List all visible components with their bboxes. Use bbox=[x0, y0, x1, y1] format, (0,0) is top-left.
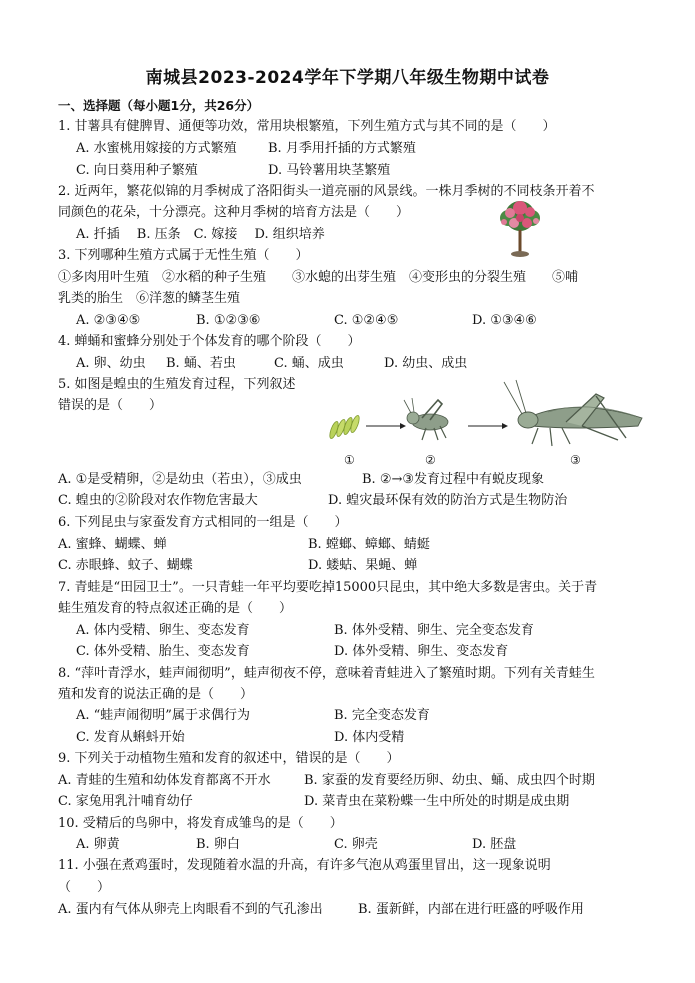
q1-option-b: B. 月季用扦插的方式繁殖 bbox=[268, 141, 416, 156]
q2-stem-line1: 2. 近两年，繁花似锦的月季树成了洛阳街头一道亮丽的风景线。一株月季树的不同枝条开着不 bbox=[58, 184, 595, 199]
fig-label-3: ③ bbox=[570, 453, 581, 467]
q1-option-c: C. 向日葵用种子繁殖 bbox=[76, 163, 198, 178]
q5-stem-line2: 错误的是（ ） bbox=[58, 398, 163, 413]
q4-stem: 4. 蝉蛹和蜜蜂分别处于个体发育的哪个阶段（ ） bbox=[58, 334, 361, 349]
locust-nymph-image bbox=[404, 398, 448, 440]
q5-option-b: B. ②→③发育过程中有蜕皮现象 bbox=[362, 472, 545, 487]
q6-option-d: D. 蝼蛄、果蝇、蝉 bbox=[308, 558, 418, 573]
q8-option-c: C. 发育从蝌蚪开始 bbox=[76, 730, 185, 745]
q1-option-d: D. 马铃薯用块茎繁殖 bbox=[268, 163, 391, 178]
q4-option-c: C. 蛹、成虫 bbox=[274, 356, 344, 371]
q4-option-d: D. 幼虫、成虫 bbox=[384, 356, 468, 371]
page-title: 南城县2023-2024学年下学期八年级生物期中试卷 bbox=[145, 68, 550, 88]
q3-option-c: C. ①②④⑤ bbox=[334, 313, 399, 328]
arrow-1 bbox=[366, 423, 406, 429]
locust-adult-image bbox=[504, 380, 642, 446]
q6-option-a: A. 蜜蜂、蝴蝶、蝉 bbox=[58, 537, 167, 552]
section-heading: 一、选择题（每小题1分，共26分） bbox=[58, 98, 260, 113]
q5-option-a: A. ①是受精卵，②是幼虫（若虫），③成虫 bbox=[58, 472, 302, 487]
q10-option-c: C. 卵壳 bbox=[334, 837, 378, 852]
q3-items-line1: ①多肉用叶生殖 ②水稻的种子生殖 ③水螅的出芽生殖 ④变形虫的分裂生殖 ⑤哺 bbox=[58, 270, 579, 285]
q6-option-b: B. 螳螂、蟑螂、蜻蜓 bbox=[308, 537, 430, 552]
q9-option-d: D. 菜青虫在菜粉蝶一生中所处的时期是成虫期 bbox=[304, 794, 570, 809]
rose-tree-base bbox=[511, 251, 529, 257]
rose-tree-trunk bbox=[519, 230, 522, 252]
q9-option-a: A. 青蛙的生殖和幼体发育都离不开水 bbox=[58, 773, 271, 788]
q3-stem: 3. 下列哪种生殖方式属于无性生殖（ ） bbox=[58, 248, 309, 263]
q6-option-c: C. 赤眼蜂、蚊子、蝴蝶 bbox=[58, 558, 193, 573]
q10-option-b: B. 卵白 bbox=[196, 837, 240, 852]
q3-option-a: A. ②③④⑤ bbox=[76, 313, 141, 328]
q1-option-a: A. 水蜜桃用嫁接的方式繁殖 bbox=[76, 141, 237, 156]
q5-option-c: C. 蝗虫的②阶段对农作物危害最大 bbox=[58, 493, 258, 508]
q9-option-c: C. 家兔用乳汁哺育幼仔 bbox=[58, 794, 193, 809]
q8-option-b: B. 完全变态发育 bbox=[334, 708, 430, 723]
fig-label-1: ① bbox=[344, 453, 355, 467]
locust-lifecycle-figure bbox=[326, 378, 652, 452]
q7-stem-line2: 蛙生殖发育的特点叙述正确的是（ ） bbox=[58, 601, 293, 616]
q10-stem: 10. 受精后的鸟卵中，将发育成雏鸟的是（ ） bbox=[58, 816, 343, 831]
q4-option-a: A. 卵、幼虫 bbox=[76, 356, 146, 371]
q11-option-a: A. 蛋内有气体从卵壳上肉眼看不到的气孔渗出 bbox=[58, 902, 323, 917]
q7-option-b: B. 体外受精、卵生、完全变态发育 bbox=[334, 623, 534, 638]
q5-option-d: D. 蝗灾最环保有效的防治方式是生物防治 bbox=[328, 493, 568, 508]
q8-stem-line2: 殖和发育的说法正确的是（ ） bbox=[58, 687, 254, 702]
q11-stem-line1: 11. 小强在煮鸡蛋时，发现随着水温的升高，有许多气泡从鸡蛋里冒出，这一现象说明 bbox=[58, 858, 551, 873]
q3-items-line2: 乳类的胎生 ⑥洋葱的鳞茎生殖 bbox=[58, 291, 241, 306]
q7-option-a: A. 体内受精、卵生、变态发育 bbox=[76, 623, 250, 638]
q6-stem: 6. 下列昆虫与家蚕发育方式相同的一组是（ ） bbox=[58, 515, 348, 530]
q7-option-c: C. 体外受精、胎生、变态发育 bbox=[76, 644, 250, 659]
q5-stem-line1: 5. 如图是蝗虫的生殖发育过程，下列叙述 bbox=[58, 377, 296, 392]
q11-stem-line2: （ ） bbox=[58, 880, 111, 895]
arrow-2 bbox=[468, 423, 508, 429]
rose-tree-crown bbox=[500, 201, 540, 231]
q1-stem: 1. 甘薯具有健脾胃、通便等功效，常用块根繁殖，下列生殖方式与其不同的是（ ） bbox=[58, 119, 556, 134]
q9-stem: 9. 下列关于动植物生殖和发育的叙述中，错误的是（ ） bbox=[58, 751, 400, 766]
q8-option-d: D. 体内受精 bbox=[334, 730, 405, 745]
locust-eggs-image bbox=[328, 415, 361, 440]
q9-option-b: B. 家蚕的发育要经历卵、幼虫、蛹、成虫四个时期 bbox=[304, 773, 595, 788]
q4-option-b: B. 蛹、若虫 bbox=[166, 356, 236, 371]
fig-label-2: ② bbox=[425, 453, 436, 467]
q7-option-d: D. 体外受精、卵生、变态发育 bbox=[334, 644, 509, 659]
q3-option-d: D. ①③④⑥ bbox=[472, 313, 537, 328]
q8-option-a: A. “蛙声闹彻明”属于求偶行为 bbox=[76, 708, 250, 723]
q10-option-d: D. 胚盘 bbox=[472, 837, 517, 852]
q2-stem-line2: 同颜色的花朵，十分漂亮。这种月季树的培育方法是（ ） bbox=[58, 205, 410, 220]
q2-options: A. 扦插 B. 压条 C. 嫁接 D. 组织培养 bbox=[76, 227, 325, 242]
q11-option-b: B. 蛋新鲜，内部在进行旺盛的呼吸作用 bbox=[358, 902, 584, 917]
q3-option-b: B. ①②③⑥ bbox=[196, 313, 261, 328]
rose-tree-image bbox=[494, 198, 546, 260]
q8-stem-line1: 8. “萍叶青浮水，蛙声闹彻明”，蛙声彻夜不停，意味着青蛙进入了繁殖时期。下列有关青蛙生 bbox=[58, 666, 595, 681]
q10-option-a: A. 卵黄 bbox=[76, 837, 120, 852]
q7-stem-line1: 7. 青蛙是“田园卫士”。一只青蛙一年平均要吃掉15000只昆虫，其中绝大多数是害虫。关于青 bbox=[58, 580, 598, 595]
